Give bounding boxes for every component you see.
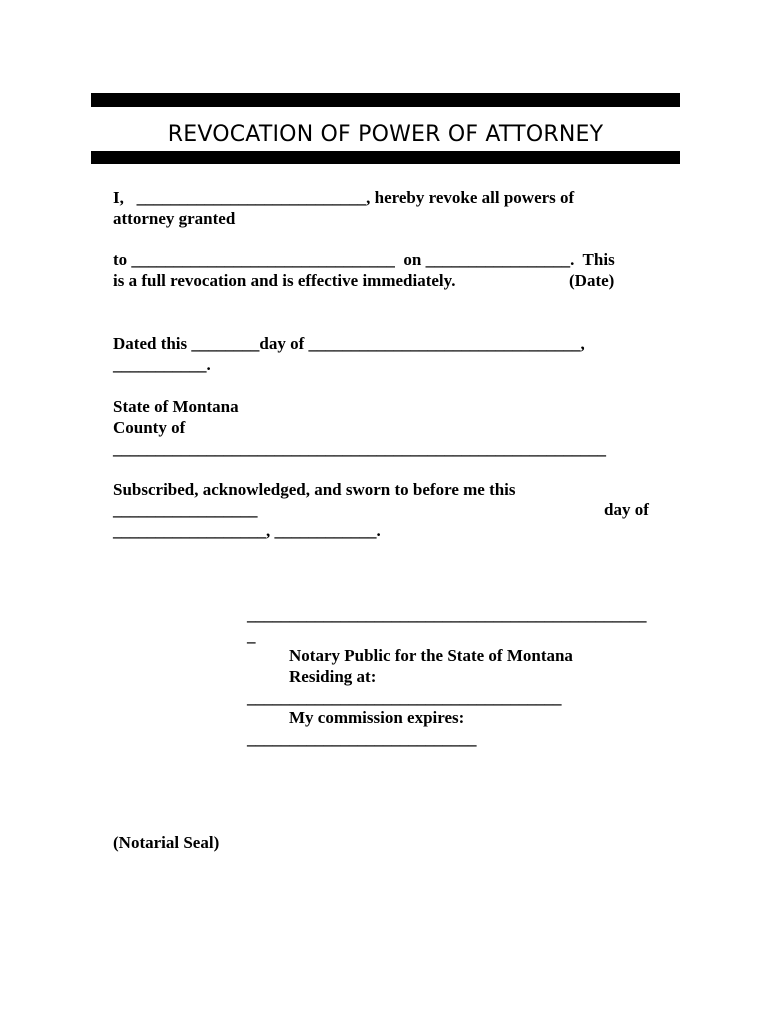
county-blank: __________________________________________________________: [113, 439, 606, 458]
notarial-seal-label: (Notarial Seal): [113, 833, 220, 852]
notary-title: Notary Public for the State of Montana: [289, 646, 573, 665]
residing-blank: _____________________________________: [247, 688, 562, 707]
state-label: State of Montana: [113, 397, 239, 416]
notary-signature-overflow: _: [247, 626, 256, 645]
document-title: REVOCATION OF POWER OF ATTORNEY: [167, 122, 604, 147]
dated-year-blank: ___________.: [113, 355, 211, 374]
commission-blank: ___________________________: [247, 729, 477, 748]
subscribed-text: Subscribed, acknowledged, and sworn to before me this: [113, 480, 516, 499]
subscribed-day-blank: _________________: [113, 500, 258, 519]
top-rule: [91, 93, 680, 107]
date-label: (Date): [569, 271, 615, 290]
attorney-granted-text: attorney granted: [113, 209, 236, 228]
subscribed-month-year-blank: __________________, ____________.: [113, 521, 381, 540]
notary-signature-line: _______________________________________________: [247, 605, 647, 624]
county-label: County of: [113, 418, 186, 437]
title-underline-rule: [91, 151, 680, 164]
dated-line: Dated this ________day of ________________________________,: [113, 334, 585, 353]
revoke-line: I, ___________________________, hereby revoke all powers of: [113, 188, 575, 207]
residing-label: Residing at:: [289, 667, 377, 686]
grantee-line: to _______________________________ on _________________. This: [113, 250, 615, 269]
full-revocation-text: is a full revocation and is effective immediately.: [113, 271, 456, 290]
commission-label: My commission expires:: [289, 708, 465, 727]
day-of-label: day of: [604, 500, 649, 519]
